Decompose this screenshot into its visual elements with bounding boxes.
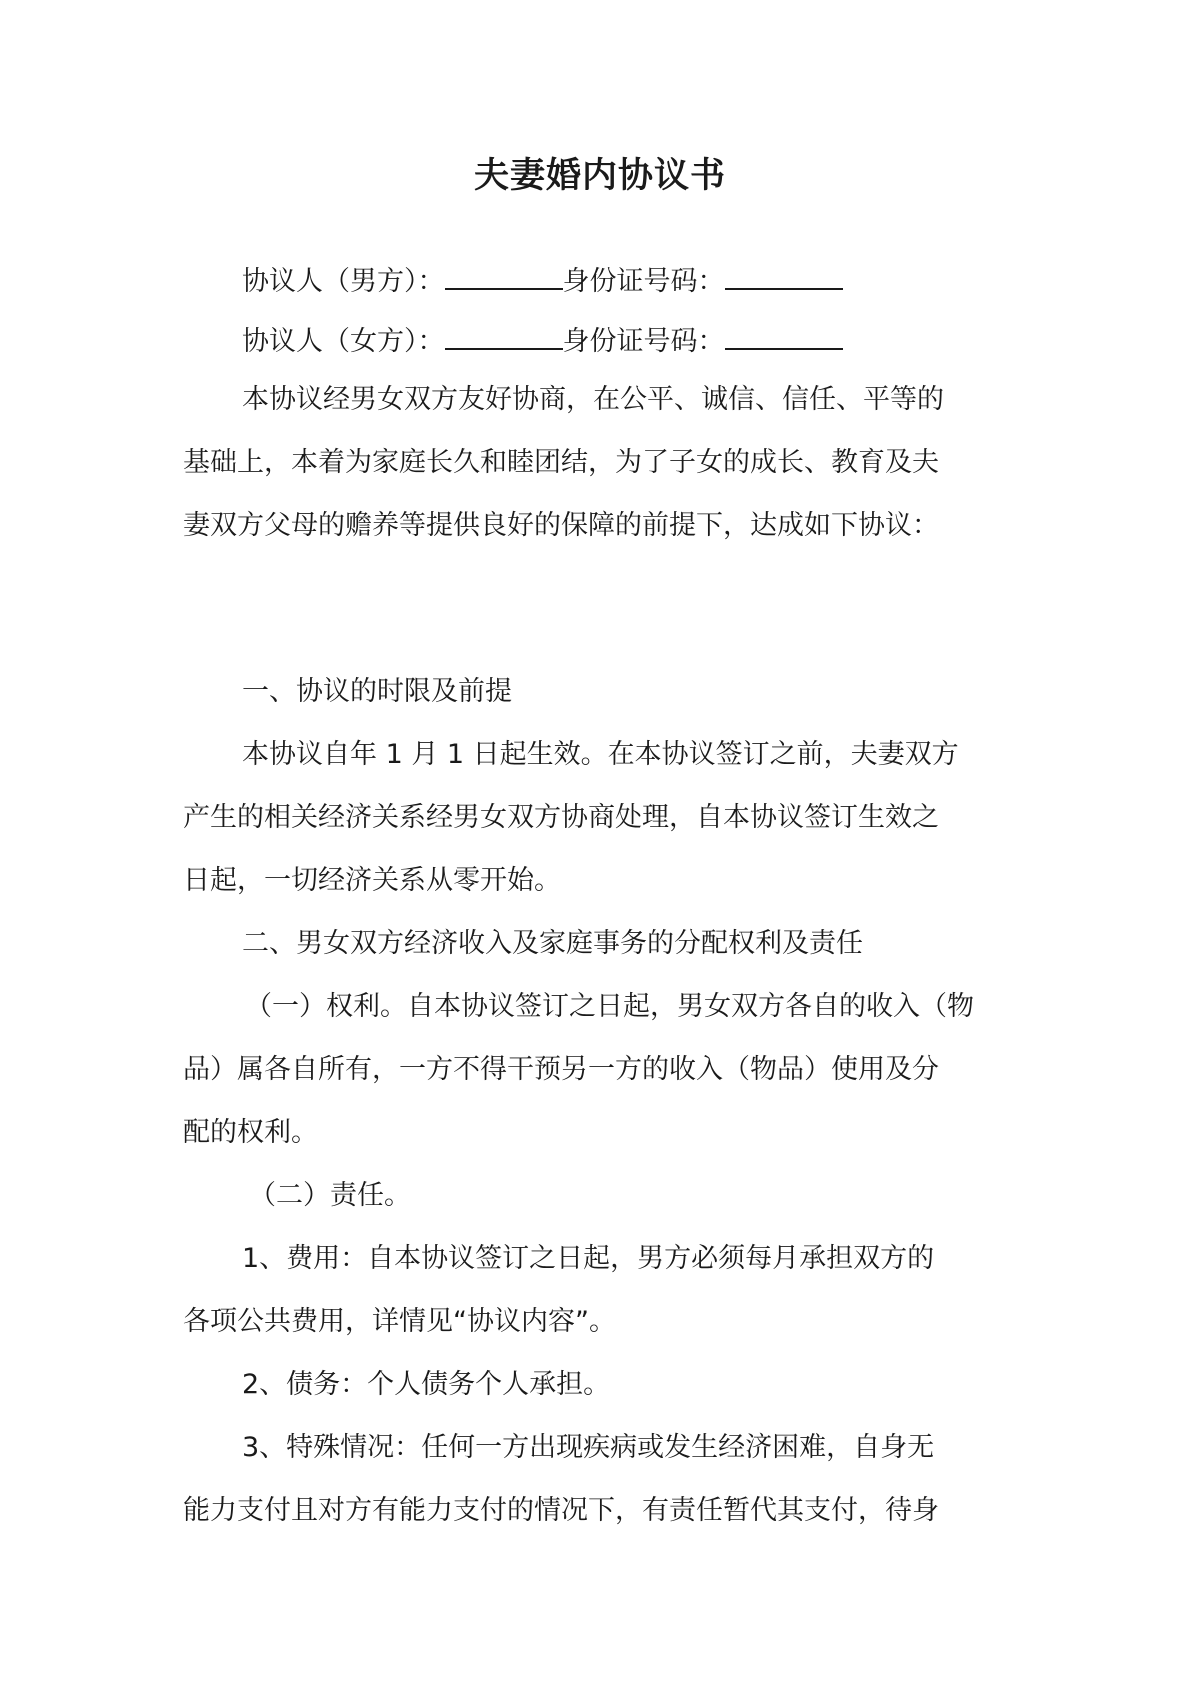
- item3-line: 3、特殊情况：任何一方出现疾病或发生经济困难，自身无: [242, 1432, 935, 1463]
- section1-line: 本协议自年 1 月 1 日起生效。在本协议签订之前，夫妻双方: [242, 739, 959, 770]
- party-male-id-blank: [725, 258, 843, 290]
- item2-line: 2、债务：个人债务个人承担。: [242, 1369, 611, 1400]
- rights-line: 配的权利。: [183, 1117, 318, 1148]
- party-male-name-blank: [445, 258, 563, 290]
- intro-line: 妻双方父母的赡养等提供良好的保障的前提下，达成如下协议：: [183, 510, 939, 541]
- duty-heading: （二）责任。: [249, 1180, 411, 1211]
- party-male-row: [242, 250, 843, 313]
- party-female-label: 协议人（女方）：: [242, 326, 445, 357]
- party-male-id-label: 身份证号码：: [562, 266, 725, 297]
- intro-line: 本协议经男女双方友好协商，在公平、诚信、信任、平等的: [242, 384, 944, 415]
- section1-line: 产生的相关经济关系经男女双方协商处理，自本协议签订生效之: [183, 802, 939, 833]
- section1: [183, 660, 1029, 912]
- rights-line: （一）权利。自本协议签订之日起，男女双方各自的收入（物: [245, 991, 974, 1022]
- party-female-name-blank: [445, 318, 563, 350]
- intro-paragraph: [183, 368, 1029, 557]
- section2: [183, 912, 1029, 1542]
- section2-heading: 二、男女双方经济收入及家庭事务的分配权利及责任: [242, 928, 863, 959]
- party-female-id-blank: [725, 318, 843, 350]
- section1-line: 日起，一切经济关系从零开始。: [183, 865, 561, 896]
- party-female-id-label: 身份证号码：: [562, 326, 725, 357]
- item3-line: 能力支付且对方有能力支付的情况下，有责任暂代其支付，待身: [183, 1495, 939, 1526]
- intro-line: 基础上，本着为家庭长久和睦团结，为了子女的成长、教育及夫: [183, 447, 939, 478]
- item1-line: 1、费用：自本协议签订之日起，男方必须每月承担双方的: [242, 1243, 935, 1274]
- party-female-row: [242, 310, 843, 373]
- party-male-label: 协议人（男方）：: [242, 266, 445, 297]
- item1-line: 各项公共费用，详情见“协议内容”。: [183, 1306, 616, 1337]
- document-title: 夫妻婚内协议书: [473, 156, 726, 196]
- section1-heading: 一、协议的时限及前提: [242, 676, 512, 707]
- rights-line: 品）属各自所有，一方不得干预另一方的收入（物品）使用及分: [183, 1054, 939, 1085]
